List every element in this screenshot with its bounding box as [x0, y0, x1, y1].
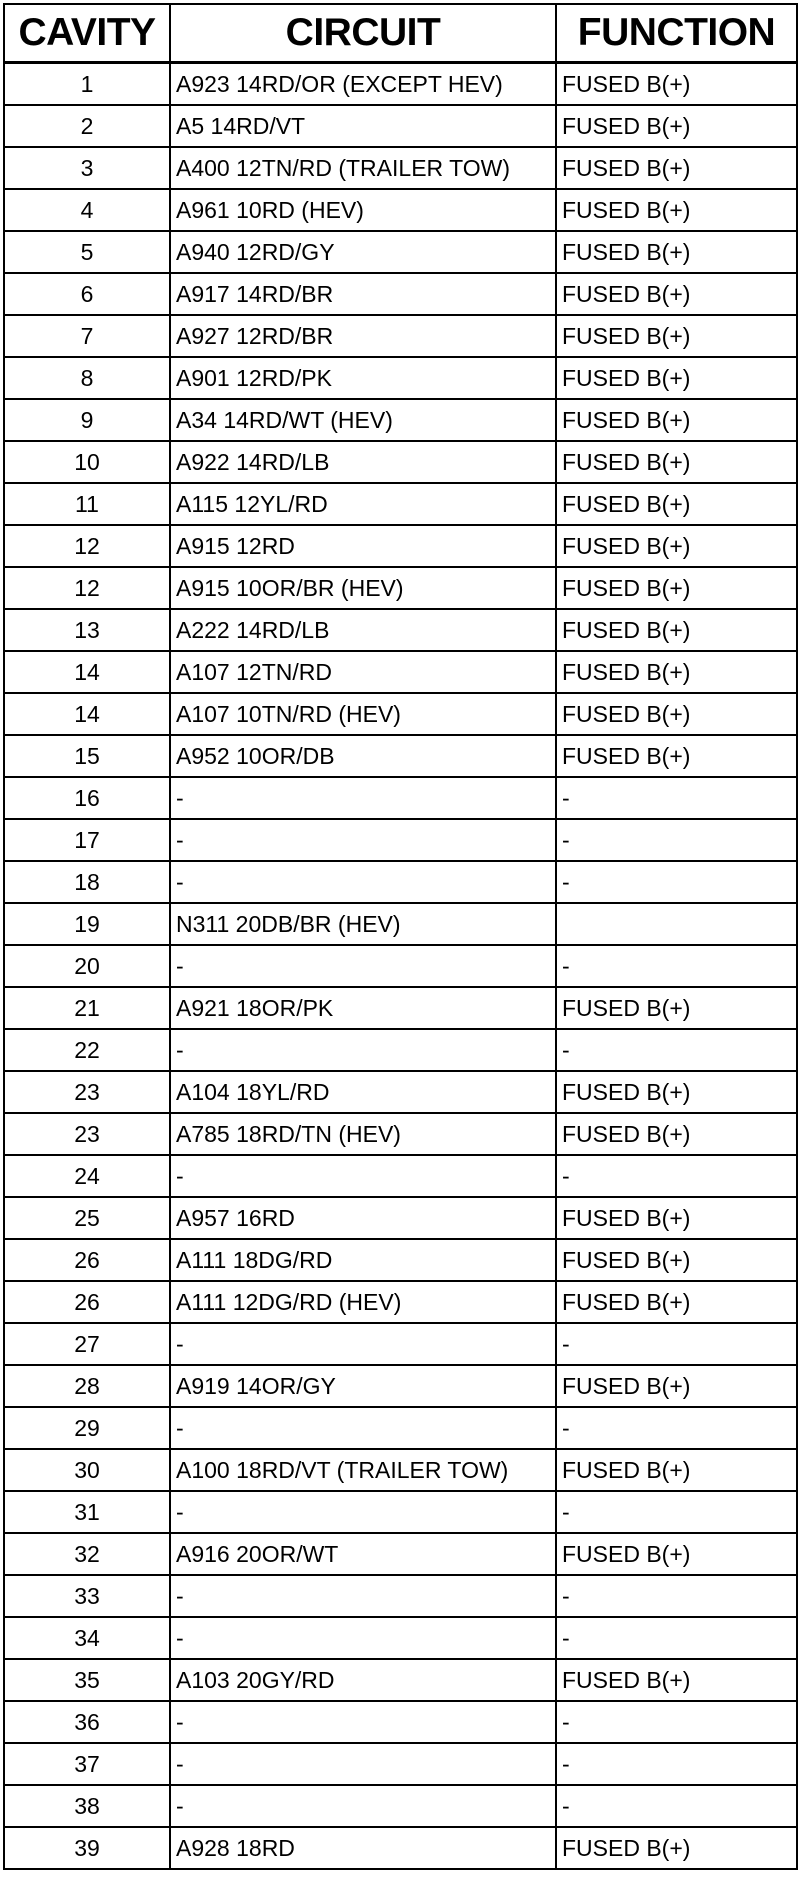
- cavity-cell: 15: [4, 735, 170, 777]
- function-cell: FUSED B(+): [556, 567, 797, 609]
- circuit-cell: A922 14RD/LB: [170, 441, 556, 483]
- function-cell: -: [556, 1701, 797, 1743]
- table-row: [4, 357, 797, 399]
- cavity-cell: 18: [4, 861, 170, 903]
- table-body: [4, 63, 797, 1870]
- function-cell: FUSED B(+): [556, 105, 797, 147]
- table-row: [4, 1113, 797, 1155]
- circuit-cell: A104 18YL/RD: [170, 1071, 556, 1113]
- table-row: [4, 1071, 797, 1113]
- cavity-cell: 38: [4, 1785, 170, 1827]
- function-cell: FUSED B(+): [556, 1659, 797, 1701]
- function-cell: -: [556, 945, 797, 987]
- function-cell: FUSED B(+): [556, 357, 797, 399]
- table-row: [4, 1155, 797, 1197]
- circuit-cell: A927 12RD/BR: [170, 315, 556, 357]
- table-row: [4, 1407, 797, 1449]
- function-cell: -: [556, 777, 797, 819]
- function-cell: FUSED B(+): [556, 231, 797, 273]
- table-row: [4, 987, 797, 1029]
- table-row: [4, 273, 797, 315]
- circuit-cell: A785 18RD/TN (HEV): [170, 1113, 556, 1155]
- function-cell: FUSED B(+): [556, 1281, 797, 1323]
- circuit-cell: -: [170, 1491, 556, 1533]
- cavity-cell: 20: [4, 945, 170, 987]
- function-cell: -: [556, 1155, 797, 1197]
- circuit-cell: -: [170, 1575, 556, 1617]
- function-cell: FUSED B(+): [556, 1071, 797, 1113]
- circuit-cell: A921 18OR/PK: [170, 987, 556, 1029]
- cavity-cell: 8: [4, 357, 170, 399]
- function-cell: FUSED B(+): [556, 189, 797, 231]
- cavity-cell: 23: [4, 1071, 170, 1113]
- cavity-cell: 36: [4, 1701, 170, 1743]
- cavity-cell: 19: [4, 903, 170, 945]
- cavity-cell: 39: [4, 1827, 170, 1869]
- table-row: [4, 567, 797, 609]
- function-cell: FUSED B(+): [556, 1239, 797, 1281]
- table-row: [4, 1281, 797, 1323]
- cavity-cell: 13: [4, 609, 170, 651]
- table-row: [4, 525, 797, 567]
- table-row: [4, 903, 797, 945]
- cavity-cell: 3: [4, 147, 170, 189]
- table-row: [4, 231, 797, 273]
- table-row: [4, 1197, 797, 1239]
- cavity-cell: 5: [4, 231, 170, 273]
- circuit-cell: A915 12RD: [170, 525, 556, 567]
- circuit-cell: A940 12RD/GY: [170, 231, 556, 273]
- function-cell: FUSED B(+): [556, 1827, 797, 1869]
- cavity-cell: 27: [4, 1323, 170, 1365]
- function-cell: FUSED B(+): [556, 1113, 797, 1155]
- table-row: [4, 861, 797, 903]
- cavity-cell: 10: [4, 441, 170, 483]
- circuit-cell: -: [170, 1323, 556, 1365]
- cavity-cell: 24: [4, 1155, 170, 1197]
- function-cell: FUSED B(+): [556, 63, 797, 106]
- function-cell: -: [556, 1617, 797, 1659]
- header-circuit: CIRCUIT: [170, 4, 556, 63]
- cavity-cell: 6: [4, 273, 170, 315]
- cavity-cell: 35: [4, 1659, 170, 1701]
- circuit-cell: A917 14RD/BR: [170, 273, 556, 315]
- circuit-cell: -: [170, 1155, 556, 1197]
- table-row: [4, 1239, 797, 1281]
- table-row: [4, 1029, 797, 1071]
- function-cell: -: [556, 1491, 797, 1533]
- table-row: [4, 63, 797, 106]
- function-cell: FUSED B(+): [556, 315, 797, 357]
- function-cell: FUSED B(+): [556, 1197, 797, 1239]
- circuit-cell: N311 20DB/BR (HEV): [170, 903, 556, 945]
- table-row: [4, 483, 797, 525]
- circuit-cell: A400 12TN/RD (TRAILER TOW): [170, 147, 556, 189]
- table-row: [4, 609, 797, 651]
- circuit-cell: A34 14RD/WT (HEV): [170, 399, 556, 441]
- circuit-cell: A961 10RD (HEV): [170, 189, 556, 231]
- circuit-cell: -: [170, 945, 556, 987]
- circuit-cell: A928 18RD: [170, 1827, 556, 1869]
- cavity-cell: 30: [4, 1449, 170, 1491]
- circuit-cell: -: [170, 777, 556, 819]
- circuit-cell: A111 18DG/RD: [170, 1239, 556, 1281]
- cavity-cell: 9: [4, 399, 170, 441]
- cavity-cell: 37: [4, 1743, 170, 1785]
- table-row: [4, 1365, 797, 1407]
- function-cell: -: [556, 1407, 797, 1449]
- cavity-cell: 17: [4, 819, 170, 861]
- function-cell: -: [556, 1785, 797, 1827]
- circuit-cell: -: [170, 1029, 556, 1071]
- function-cell: FUSED B(+): [556, 441, 797, 483]
- table-row: [4, 945, 797, 987]
- cavity-cell: 7: [4, 315, 170, 357]
- circuit-cell: A957 16RD: [170, 1197, 556, 1239]
- circuit-cell: -: [170, 819, 556, 861]
- circuit-cell: A107 10TN/RD (HEV): [170, 693, 556, 735]
- function-cell: [556, 903, 797, 945]
- circuit-cell: -: [170, 861, 556, 903]
- table-row: [4, 651, 797, 693]
- circuit-cell: A916 20OR/WT: [170, 1533, 556, 1575]
- circuit-cell: A919 14OR/GY: [170, 1365, 556, 1407]
- circuit-cell: A915 10OR/BR (HEV): [170, 567, 556, 609]
- cavity-cell: 23: [4, 1113, 170, 1155]
- function-cell: FUSED B(+): [556, 273, 797, 315]
- table-row: [4, 147, 797, 189]
- circuit-cell: -: [170, 1743, 556, 1785]
- cavity-cell: 14: [4, 651, 170, 693]
- cavity-cell: 28: [4, 1365, 170, 1407]
- cavity-cell: 22: [4, 1029, 170, 1071]
- table-row: [4, 1449, 797, 1491]
- circuit-cell: A952 10OR/DB: [170, 735, 556, 777]
- circuit-cell: A111 12DG/RD (HEV): [170, 1281, 556, 1323]
- circuit-cell: -: [170, 1617, 556, 1659]
- cavity-cell: 1: [4, 63, 170, 106]
- table-row: [4, 105, 797, 147]
- circuit-cell: A5 14RD/VT: [170, 105, 556, 147]
- cavity-cell: 12: [4, 525, 170, 567]
- function-cell: -: [556, 1743, 797, 1785]
- table-row: [4, 1491, 797, 1533]
- table-row: [4, 1743, 797, 1785]
- connector-pinout-table-container: [3, 3, 796, 1870]
- function-cell: FUSED B(+): [556, 525, 797, 567]
- table-row: [4, 1575, 797, 1617]
- function-cell: FUSED B(+): [556, 147, 797, 189]
- function-cell: FUSED B(+): [556, 1365, 797, 1407]
- cavity-cell: 2: [4, 105, 170, 147]
- circuit-cell: A100 18RD/VT (TRAILER TOW): [170, 1449, 556, 1491]
- cavity-cell: 26: [4, 1281, 170, 1323]
- function-cell: -: [556, 861, 797, 903]
- function-cell: -: [556, 819, 797, 861]
- cavity-cell: 33: [4, 1575, 170, 1617]
- cavity-cell: 21: [4, 987, 170, 1029]
- cavity-cell: 12: [4, 567, 170, 609]
- header-cavity: CAVITY: [4, 4, 170, 63]
- cavity-cell: 4: [4, 189, 170, 231]
- table-row: [4, 1701, 797, 1743]
- function-cell: FUSED B(+): [556, 1533, 797, 1575]
- table-row: [4, 693, 797, 735]
- cavity-cell: 29: [4, 1407, 170, 1449]
- function-cell: FUSED B(+): [556, 609, 797, 651]
- table-row: [4, 1617, 797, 1659]
- table-row: [4, 819, 797, 861]
- cavity-cell: 34: [4, 1617, 170, 1659]
- table-row: [4, 441, 797, 483]
- table-row: [4, 1785, 797, 1827]
- function-cell: -: [556, 1575, 797, 1617]
- circuit-cell: A923 14RD/OR (EXCEPT HEV): [170, 63, 556, 106]
- function-cell: FUSED B(+): [556, 987, 797, 1029]
- circuit-cell: A901 12RD/PK: [170, 357, 556, 399]
- circuit-cell: -: [170, 1407, 556, 1449]
- table-row: [4, 1533, 797, 1575]
- table-row: [4, 189, 797, 231]
- table-row: [4, 1827, 797, 1869]
- cavity-cell: 32: [4, 1533, 170, 1575]
- function-cell: FUSED B(+): [556, 651, 797, 693]
- cavity-cell: 25: [4, 1197, 170, 1239]
- table-row: [4, 1323, 797, 1365]
- cavity-cell: 16: [4, 777, 170, 819]
- function-cell: FUSED B(+): [556, 483, 797, 525]
- table-row: [4, 777, 797, 819]
- function-cell: -: [556, 1029, 797, 1071]
- function-cell: FUSED B(+): [556, 735, 797, 777]
- connector-pinout-table: [3, 3, 798, 1870]
- table-row: [4, 399, 797, 441]
- table-row: [4, 735, 797, 777]
- cavity-cell: 14: [4, 693, 170, 735]
- table-row: [4, 315, 797, 357]
- function-cell: FUSED B(+): [556, 1449, 797, 1491]
- circuit-cell: A222 14RD/LB: [170, 609, 556, 651]
- table-row: [4, 1659, 797, 1701]
- function-cell: FUSED B(+): [556, 399, 797, 441]
- circuit-cell: A115 12YL/RD: [170, 483, 556, 525]
- function-cell: FUSED B(+): [556, 693, 797, 735]
- circuit-cell: -: [170, 1785, 556, 1827]
- circuit-cell: A107 12TN/RD: [170, 651, 556, 693]
- cavity-cell: 26: [4, 1239, 170, 1281]
- function-cell: -: [556, 1323, 797, 1365]
- cavity-cell: 31: [4, 1491, 170, 1533]
- table-header-row: [4, 4, 797, 63]
- circuit-cell: A103 20GY/RD: [170, 1659, 556, 1701]
- header-function: FUNCTION: [556, 4, 797, 63]
- cavity-cell: 11: [4, 483, 170, 525]
- circuit-cell: -: [170, 1701, 556, 1743]
